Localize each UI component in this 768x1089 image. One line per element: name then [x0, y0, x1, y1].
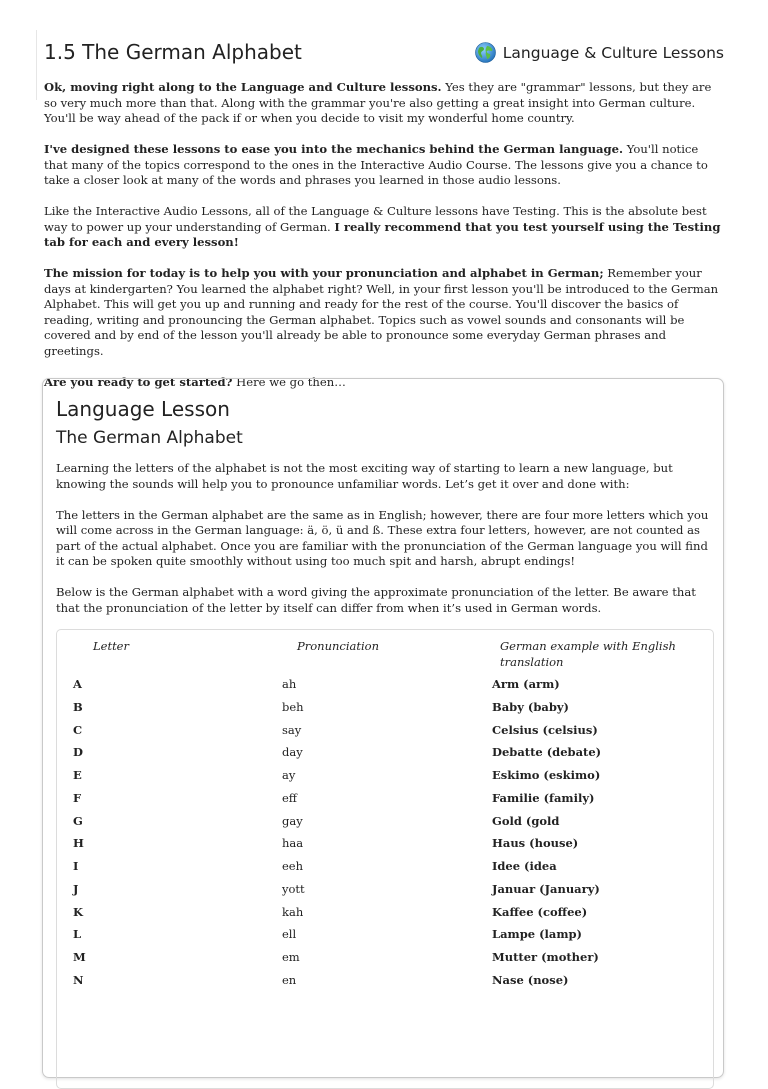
intro-text-span: Remember your days at kindergarten? You learned the alphabet right? Well, in your first lesson you'll be introduced to the German Alphabet. This will get you up and running and ready for the rest of the course. You'll discover the basics of reading, writing and pronouncing the German alphabet. Topics such as vowel sounds and consonants will be covered and by end of the lesson you'll already be able to pronounce some everyday German phrases and greetings.: [44, 266, 719, 358]
page-header: [44, 38, 724, 70]
letter-cell: L: [73, 927, 82, 942]
intro-paragraph: [44, 80, 724, 127]
pronunciation-cell: gay: [282, 813, 303, 828]
example-cell: Januar (January): [492, 881, 600, 896]
letter-cell: J: [73, 881, 79, 896]
pronunciation-cell: kah: [282, 904, 304, 919]
table-row: [57, 972, 713, 995]
example-cell: Familie (family): [492, 790, 595, 805]
intro-bold: I've designed these lessons to ease you into the mechanics behind the German language.: [44, 142, 624, 156]
letter-cell: A: [73, 677, 82, 691]
letter-cell: F: [73, 790, 82, 805]
letter-cell: C: [73, 722, 83, 737]
intro-paragraph: [44, 142, 724, 189]
letter-cell: D: [73, 745, 83, 760]
table-row: [57, 835, 713, 858]
example-cell: Idee (idea: [492, 859, 557, 873]
table-row: [57, 858, 713, 881]
table-row: [57, 744, 713, 767]
column-header-example: German example with English translation: [500, 639, 676, 669]
table-row: [57, 676, 713, 699]
pronunciation-cell: ah: [282, 677, 297, 691]
pronunciation-cell: yott: [282, 881, 305, 896]
example-cell: Haus (house): [492, 836, 579, 851]
column-header-pronunciation: Pronunciation: [297, 639, 379, 653]
table-row: [57, 722, 713, 745]
pronunciation-cell: eeh: [282, 859, 304, 873]
letter-cell: K: [73, 904, 83, 919]
table-row: [57, 790, 713, 813]
pronunciation-cell: say: [282, 722, 302, 737]
pronunciation-cell: beh: [282, 699, 304, 714]
table-row: [57, 926, 713, 949]
intro-text: [44, 80, 724, 406]
alphabet-table: [56, 629, 714, 1089]
table-row: [57, 904, 713, 927]
letter-cell: E: [73, 768, 82, 782]
intro-text-span: Like the Interactive Audio Lessons, all of the Language & Culture lessons have Testing. This is the absolute best way to power up your understanding of German.: [44, 204, 707, 234]
intro-bold: The mission for today is to help you with your pronunciation and alphabet in German;: [44, 266, 604, 280]
table-body: [57, 676, 713, 995]
example-cell: Nase (nose): [492, 972, 569, 987]
pronunciation-cell: em: [282, 950, 300, 964]
intro-paragraph: [44, 204, 724, 251]
pronunciation-cell: haa: [282, 836, 304, 851]
example-cell: Celsius (celsius): [492, 722, 598, 737]
example-cell: Gold (gold: [492, 813, 560, 828]
column-header-letter: Letter: [93, 639, 129, 653]
letter-cell: M: [73, 950, 86, 964]
globe-icon: [475, 42, 496, 63]
section-label: Language & Culture Lessons: [502, 43, 724, 62]
letter-cell: G: [73, 813, 83, 828]
example-cell: Mutter (mother): [492, 950, 599, 964]
lesson-paragraph: The letters in the German alphabet are the same as in English; however, there are four more letters which you will come across in the German language: ä, ö, ü and ß. These extra four letters, however, are not counted as part of the actual alphabet. Once you are familiar with the pronunciation of the German language you will find it can be spoken quite smoothly without using too much spit and harsh, abrupt endings!: [56, 507, 709, 568]
letter-cell: B: [73, 699, 83, 714]
example-cell: Debatte (debate): [492, 745, 602, 760]
intro-bold: Are you ready to get started?: [44, 374, 233, 389]
table-row: [57, 881, 713, 904]
pronunciation-cell: en: [282, 972, 297, 987]
table-row: [57, 813, 713, 836]
example-cell: Kaffee (coffee): [492, 904, 588, 919]
example-cell: Eskimo (eskimo): [492, 768, 601, 782]
lesson-panel: [42, 378, 724, 1078]
intro-text-span: Yes they are "grammar" lessons, but they are so very much more than that. Along with the grammar you're also getting a great insight into German culture. You'll be way ahead of the pack if or when you decide to visit my wonderful home country.: [44, 80, 712, 125]
example-cell: Arm (arm): [492, 677, 560, 691]
table-row: [57, 767, 713, 790]
pronunciation-cell: eff: [282, 790, 297, 805]
lesson-paragraph: Learning the letters of the alphabet is not the most exciting way of starting to learn a new language, but knowing the sounds will help you to pronounce unfamiliar words. Let’s get it over and done with:: [56, 461, 673, 491]
pronunciation-cell: ell: [282, 927, 297, 942]
example-cell: Lampe (lamp): [492, 927, 582, 942]
lesson-heading: Language Lesson: [56, 397, 230, 421]
table-row: [57, 949, 713, 972]
pronunciation-cell: ay: [282, 768, 296, 782]
intro-text-span: Here we go then…: [232, 374, 346, 389]
section-link[interactable]: [475, 42, 724, 63]
page-edge: [36, 30, 37, 100]
example-cell: Baby (baby): [492, 699, 569, 714]
page-title: 1.5 The German Alphabet: [44, 40, 302, 64]
table-row: [57, 699, 713, 722]
intro-bold: I really recommend that you test yourself using the Testing tab for each and every lesson!: [44, 219, 721, 249]
lesson-body: [56, 461, 712, 632]
lesson-subheading: The German Alphabet: [56, 428, 243, 448]
intro-bold: Ok, moving right along to the Language and Culture lessons.: [44, 80, 442, 94]
letter-cell: H: [73, 836, 84, 851]
letter-cell: N: [73, 972, 84, 987]
intro-text-span: You'll notice that many of the topics correspond to the ones in the Interactive Audio Course. The lessons give you a chance to take a closer look at many of the words and phrases you learned in those audio lessons.: [44, 142, 708, 187]
pronunciation-cell: day: [282, 745, 303, 760]
lesson-paragraph: Below is the German alphabet with a word giving the approximate pronunciation of the letter. Be aware that that the pronunciation of the letter by itself can differ from when it’s used in German words.: [56, 585, 696, 615]
intro-paragraph: [44, 266, 724, 359]
letter-cell: I: [73, 859, 79, 873]
